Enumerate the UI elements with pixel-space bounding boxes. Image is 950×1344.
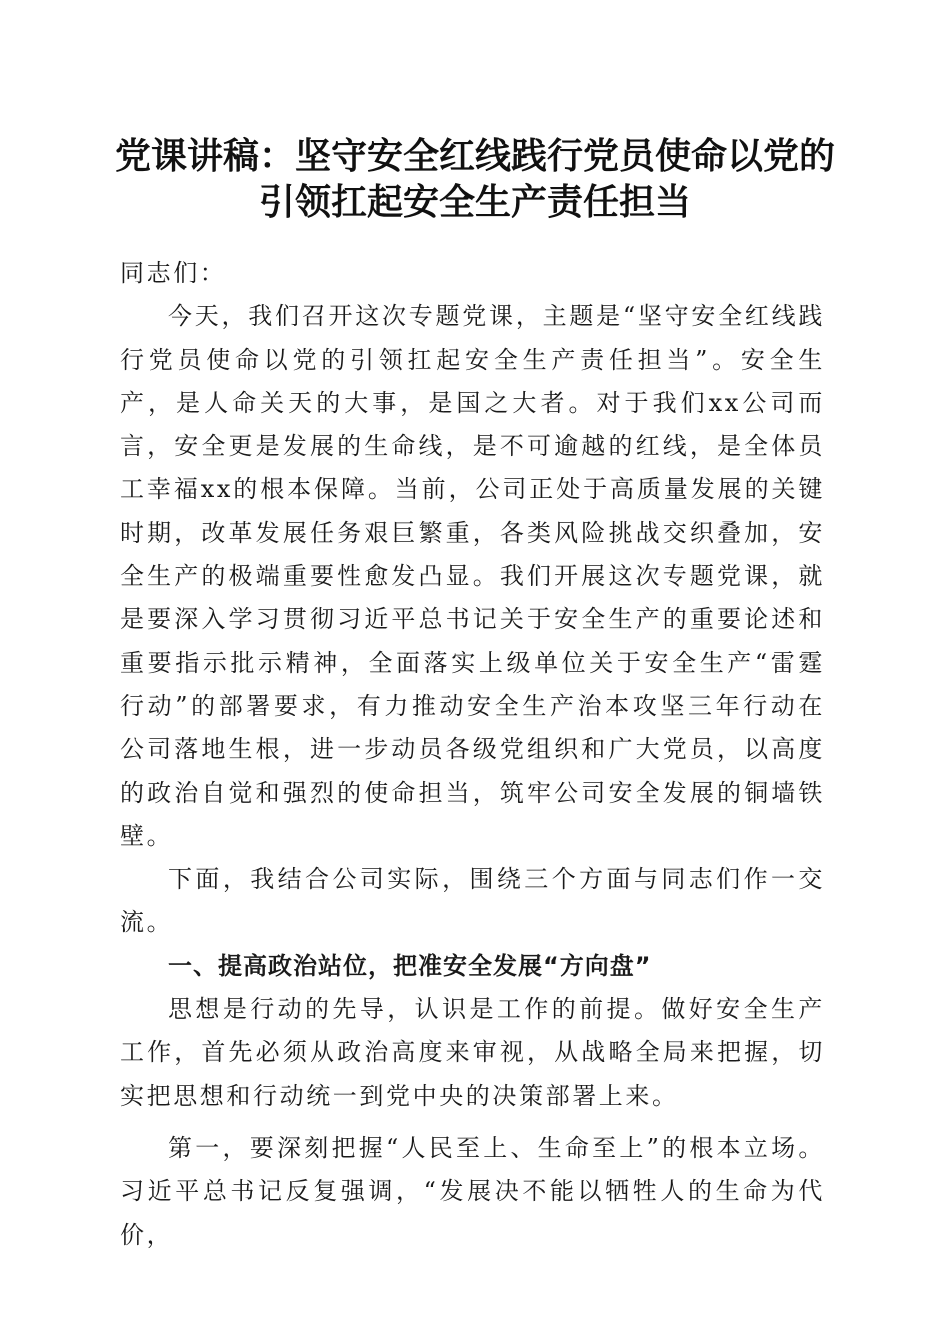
document-title: [100, 133, 850, 225]
salutation: 同志们：: [120, 259, 227, 287]
point-1-paragraph: 第一，要深刻把握“人民至上、生命至上”的根本立场。习近平总书记反复强调，“发展决不能以牺牲人的生命为代价，: [120, 1133, 825, 1249]
section-heading-1: 一、提高政治站位，把准安全发展“方向盘”: [168, 951, 652, 980]
title-line-2: 引领扛起安全生产责任担当: [258, 181, 691, 223]
transition-paragraph: 下面，我结合公司实际，围绕三个方面与同志们作一交流。: [120, 865, 825, 937]
intro-paragraph: 今天，我们召开这次专题党课，主题是“坚守安全红线践行党员使命以党的引领扛起安全生产责任担当”。安全生产，是人命关天的大事，是国之大者。对于我们xx公司而言，安全更是发展的生命线，是不可逾越的红线，是全体员工幸福xx的根本保障。当前，公司正处于高质量发展的关键时期，改革发展任务艰巨繁重，各类风险挑战交织叠加，安全生产的极端重要性愈发凸显。我们开展这次专题党课，就是要深入学习贯彻习近平总书记关于安全生产的重要论述和重要指示批示精神，全面落实上级单位关于安全生产“雷霆行动”的部署要求，有力推动安全生产治本攻坚三年行动在公司落地生根，进一步动员各级党组织和广大党员，以高度的政治自觉和强烈的使命担当，筑牢公司安全发展的铜墙铁壁。: [120, 302, 825, 850]
document-body: [120, 252, 825, 1257]
section-1-paragraph: 思想是行动的先导，认识是工作的前提。做好安全生产工作，首先必须从政治高度来审视，从战略全局来把握，切实把思想和行动统一到党中央的决策部署上来。: [120, 995, 825, 1110]
title-line-1: 党课讲稿：坚守安全红线践行党员使命以党的: [114, 135, 835, 177]
